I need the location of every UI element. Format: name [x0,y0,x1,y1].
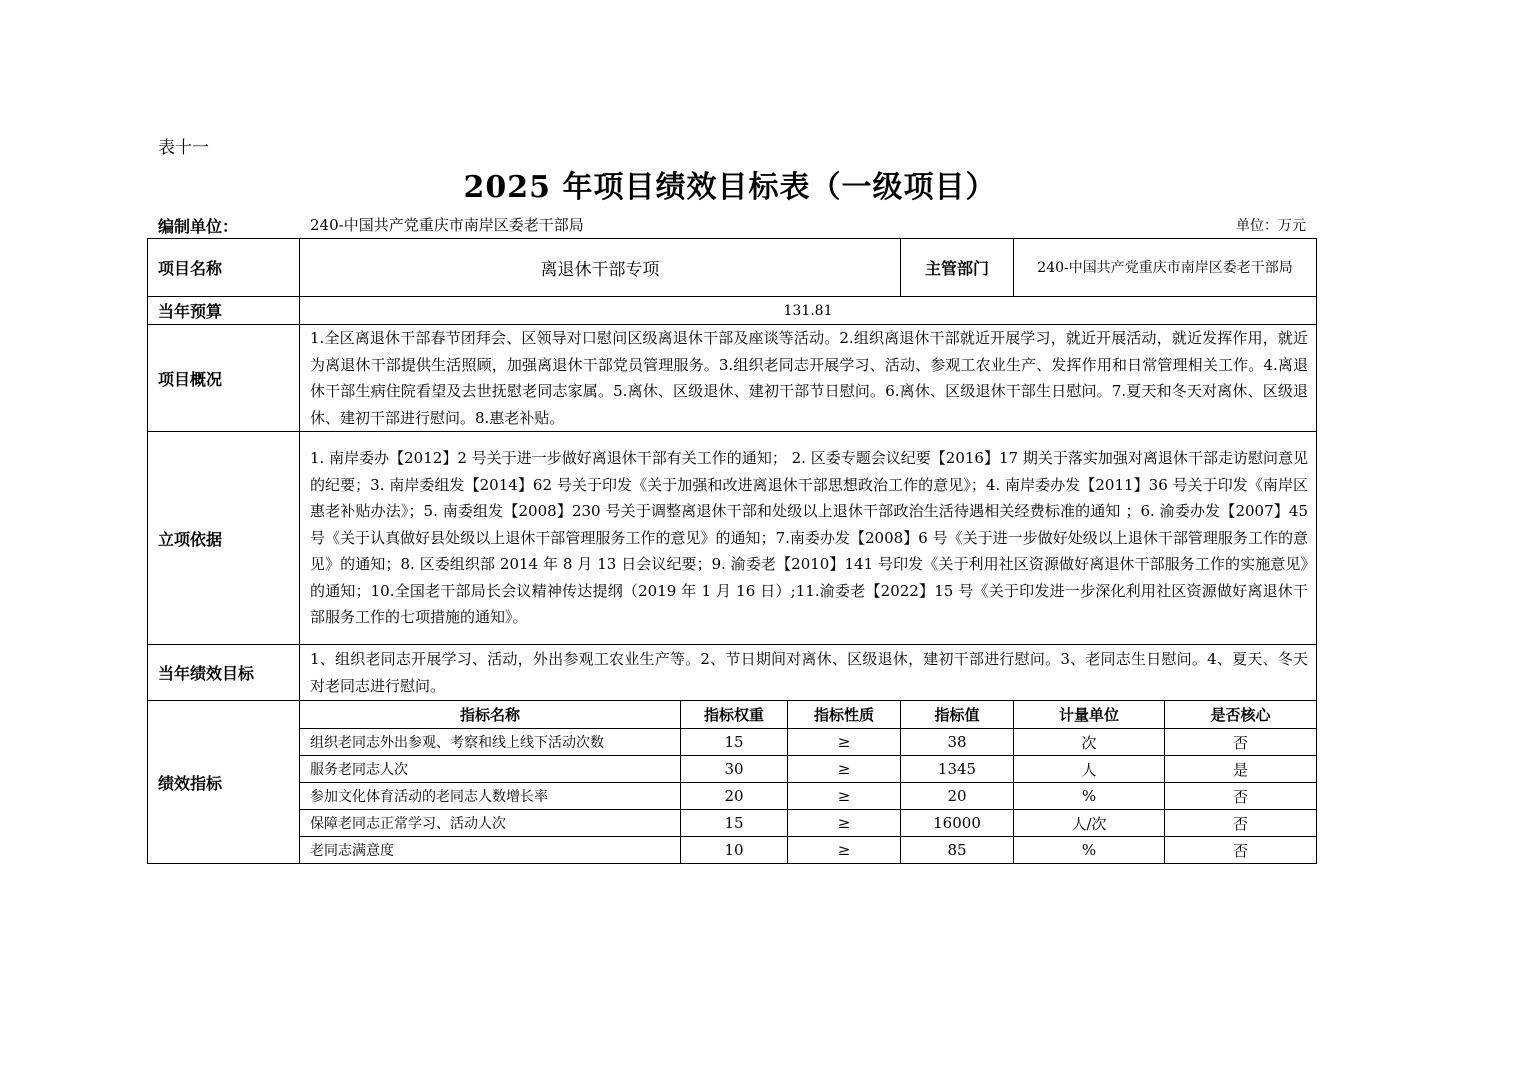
indicator-header-weight: 指标权重 [681,701,788,729]
table-row [148,783,1317,810]
indicator-name: 参加文化体育活动的老同志人数增长率 [300,783,681,810]
indicator-nature: ≥ [788,729,901,756]
indicator-name: 组织老同志外出参观、考察和线上线下活动次数 [300,729,681,756]
indicator-nature: ≥ [788,837,901,864]
dept-value: 240-中国共产党重庆市南岸区委老干部局 [1014,239,1317,297]
indicator-unit: % [1014,783,1165,810]
budget-value: 131.81 [300,297,1317,325]
overview-label: 项目概况 [148,325,300,432]
basis-label: 立项依据 [148,432,300,645]
basis-text: 1. 南岸委办【2012】2 号关于进一步做好离退休干部有关工作的通知； 2. 区委专题会议纪要【2016】17 期关于落实加强对离退休干部走访慰问意见的纪要；3. 南岸委组发【2014】62 号关于印发《关于加强和改进离退休干部思想政治工作的意见》；4. 南岸委办发【2011】36 号关于印发《南岸区惠老补贴办法》；5. 南委组发【2008】230 号关于调整离退休干部和处级以上退休干部政治生活待遇相关经费标准的通知 ；6. 渝委办发【2007】45 号《关于认真做好县处级以上退休干部管理服务工作的意见》的通知；7.南委办发【2008】6 号《关于进一步做好处级以上退休干部管理服务工作的意见》的通知；8. 区委组织部 2014 年 8 月 13 日会议纪要；9. 渝委老【2010】141 号印发《关于利用社区资源做好离退休干部服务工作的实施意见》的通知；10.全国老干部局长会议精神传达提纲（2019 年 1 月 16 日）;11.渝委老【2022】15 号《关于印发进一步深化利用社区资源做好离退休干部服务工作的七项措施的通知》。 [300,432,1317,645]
indicator-header-value: 指标值 [901,701,1014,729]
indicator-unit: 人 [1014,756,1165,783]
indicator-name: 服务老同志人次 [300,756,681,783]
budget-label: 当年预算 [148,297,300,325]
indicator-header-unit: 计量单位 [1014,701,1165,729]
indicator-value: 38 [901,729,1014,756]
indicator-value: 20 [901,783,1014,810]
org-label: 编制单位： [158,217,239,236]
indicator-value: 1345 [901,756,1014,783]
org-value: 240-中国共产党重庆市南岸区委老干部局 [310,216,584,234]
indicator-weight: 30 [681,756,788,783]
indicator-value: 16000 [901,810,1014,837]
indicator-unit: 次 [1014,729,1165,756]
indicator-unit: 人/次 [1014,810,1165,837]
indicator-name: 保障老同志正常学习、活动人次 [300,810,681,837]
performance-table [147,238,1317,864]
table-row [148,756,1317,783]
page-title: 2025 年项目绩效目标表（一级项目） [463,170,997,205]
table-row [148,729,1317,756]
indicator-core: 是 [1165,756,1317,783]
project-name-value: 离退休干部专项 [300,239,901,297]
indicator-weight: 15 [681,810,788,837]
indicator-core: 否 [1165,837,1317,864]
indicator-name: 老同志满意度 [300,837,681,864]
unit-label: 单位：万元 [1236,218,1306,234]
indicator-core: 否 [1165,729,1317,756]
indicator-header-name: 指标名称 [300,701,681,729]
indicator-core: 否 [1165,783,1317,810]
indicator-unit: % [1014,837,1165,864]
indicator-header-nature: 指标性质 [788,701,901,729]
table-number-label: 表十一 [158,138,209,158]
table-row [148,837,1317,864]
indicator-nature: ≥ [788,756,901,783]
indicators-label: 绩效指标 [148,701,300,864]
indicator-header-core: 是否核心 [1165,701,1317,729]
project-name-label: 项目名称 [148,239,300,297]
indicator-weight: 10 [681,837,788,864]
table-row [148,810,1317,837]
indicator-core: 否 [1165,810,1317,837]
indicator-weight: 15 [681,729,788,756]
goal-text: 1、组织老同志开展学习、活动，外出参观工农业生产等。2、节日期间对离休、区级退休，建初干部进行慰问。3、老同志生日慰问。4、夏天、冬天对老同志进行慰问。 [300,645,1317,701]
indicator-weight: 20 [681,783,788,810]
goal-label: 当年绩效目标 [148,645,300,701]
indicator-value: 85 [901,837,1014,864]
indicator-nature: ≥ [788,810,901,837]
overview-text: 1.全区离退休干部春节团拜会、区领导对口慰问区级离退休干部及座谈等活动。2.组织离退休干部就近开展学习，就近开展活动，就近发挥作用，就近为离退休干部提供生活照顾，加强离退休干部党员管理服务。3.组织老同志开展学习、活动、参观工农业生产、发挥作用和日常管理相关工作。4.离退休干部生病住院看望及去世抚慰老同志家属。5.离休、区级退休、建初干部节日慰问。6.离休、区级退休干部生日慰问。7.夏天和冬天对离休、区级退休、建初干部进行慰问。8.惠老补贴。 [300,325,1317,432]
indicator-nature: ≥ [788,783,901,810]
dept-label: 主管部门 [901,239,1014,297]
